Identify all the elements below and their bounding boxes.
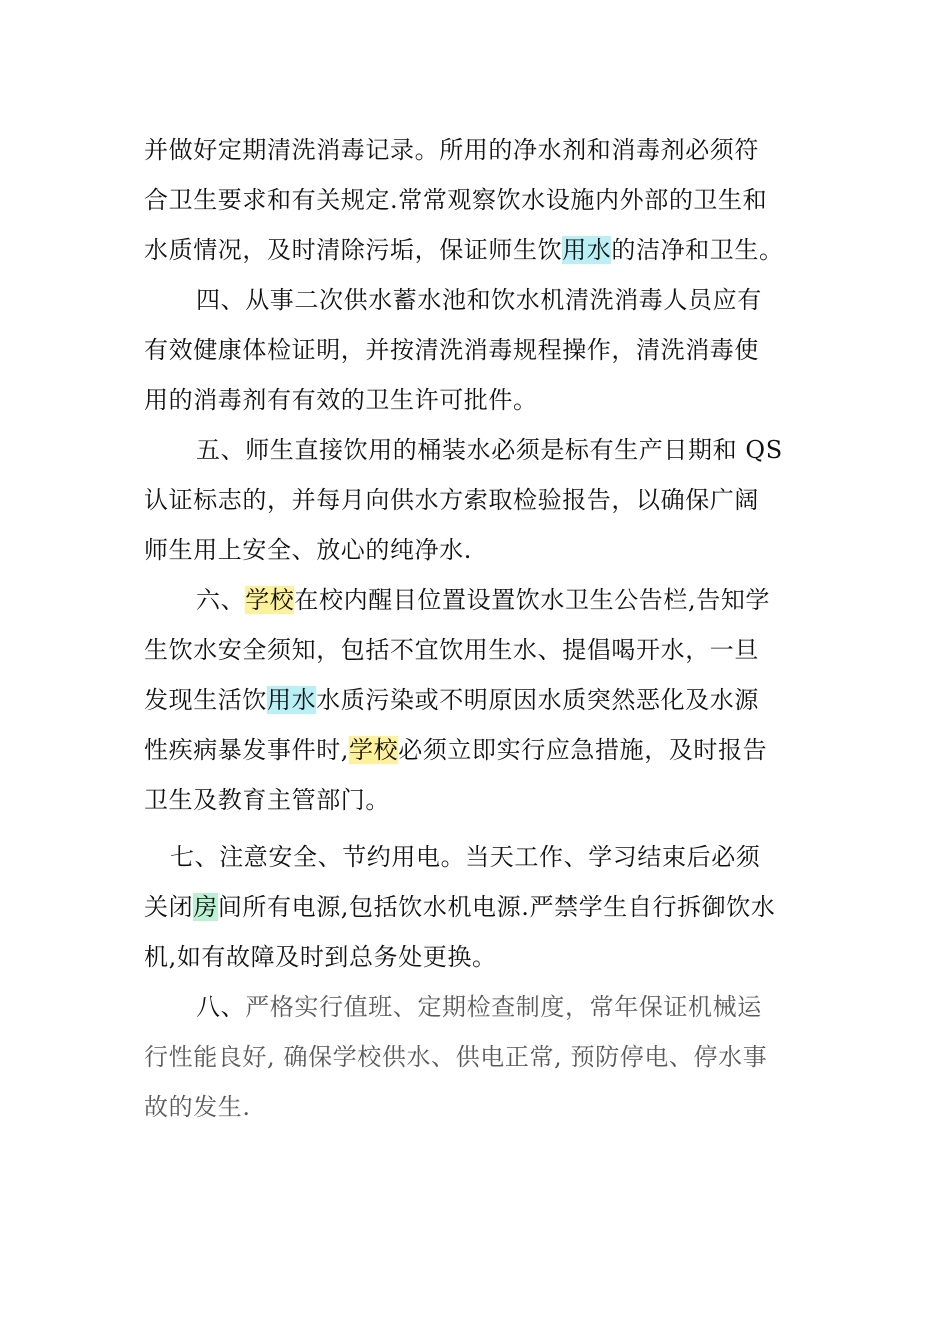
highlighted-term: 房	[193, 893, 218, 921]
paragraph-line	[144, 733, 767, 767]
text: 水质情况，及时清除污垢，保证师生饮	[144, 236, 563, 264]
text: 故的发生.	[144, 1093, 251, 1121]
highlighted-term: 用水	[562, 236, 612, 264]
text: 性疾病暴发事件时,	[144, 736, 350, 764]
text: 发现生活饮	[144, 686, 267, 714]
paragraph-line	[144, 890, 775, 924]
paragraph-line	[144, 383, 538, 417]
paragraph-line	[144, 1040, 767, 1074]
text: 卫生及教育主管部门。	[144, 786, 390, 814]
text: 四、从事二次供水蓄水池和饮水机清洗消毒人员应有	[196, 286, 762, 314]
text: 的洁净和卫生。	[611, 236, 784, 264]
paragraph-line	[144, 233, 784, 267]
text: 有效健康体检证明，并按清洗消毒规程操作，清洗消毒使	[144, 336, 759, 364]
text: 六、	[196, 586, 246, 614]
text: 间所有电源,包括饮水机电源.严禁学生自行拆御饮水	[217, 893, 776, 921]
paragraph-line	[196, 583, 770, 617]
paragraph-line	[144, 333, 759, 367]
text: 机,如有故障及时到总务处更换。	[144, 943, 497, 971]
text: 师生用上安全、放心的纯净水.	[144, 536, 473, 564]
highlighted-term: 学校	[349, 736, 399, 764]
text: 水质污染或不明原因水质突然恶化及水源	[316, 686, 760, 714]
text: 关闭	[144, 893, 194, 921]
text: 生饮水安全须知，包括不宜饮用生水、提倡喝开水，一旦	[144, 636, 759, 664]
paragraph-line	[144, 533, 472, 567]
text: 八、	[196, 993, 246, 1021]
highlighted-term: 学校	[245, 586, 295, 614]
text: 严格实行值班、定期检查制度，常年保证机械运	[245, 993, 762, 1021]
paragraph-line	[144, 940, 497, 974]
paragraph-line	[144, 783, 390, 817]
text: 合卫生要求和有关规定.常常观察饮水设施内外部的卫生和	[144, 186, 768, 214]
paragraph-line	[196, 433, 783, 467]
paragraph-line	[196, 283, 762, 317]
paragraph-line	[144, 1090, 251, 1124]
text: 行性能良好, 确保学校供水、供电正常, 预防停电、停水事	[144, 1043, 768, 1071]
text: 七、注意安全、节约用电。当天工作、学习结束后必须	[170, 843, 761, 871]
highlighted-term: 用水	[267, 686, 317, 714]
paragraph-line	[144, 633, 759, 667]
paragraph-line	[170, 840, 760, 874]
paragraph-line	[144, 183, 767, 217]
paragraph-line	[144, 683, 759, 717]
text: 必须立即实行应急措施，及时报告	[398, 736, 768, 764]
text: 用的消毒剂有有效的卫生许可批件。	[144, 386, 538, 414]
paragraph-line	[144, 483, 759, 517]
paragraph-line	[196, 990, 762, 1024]
text: 在校内醒目位置设置饮水卫生公告栏,告知学	[294, 586, 771, 614]
text: 认证标志的，并每月向供水方索取检验报告，以确保广阔	[144, 486, 759, 514]
text: 五、师生直接饮用的桶装水必须是标有生产日期和 QS	[196, 436, 783, 464]
paragraph-line	[144, 133, 759, 167]
text: 并做好定期清洗消毒记录。所用的净水剂和消毒剂必须符	[144, 136, 759, 164]
